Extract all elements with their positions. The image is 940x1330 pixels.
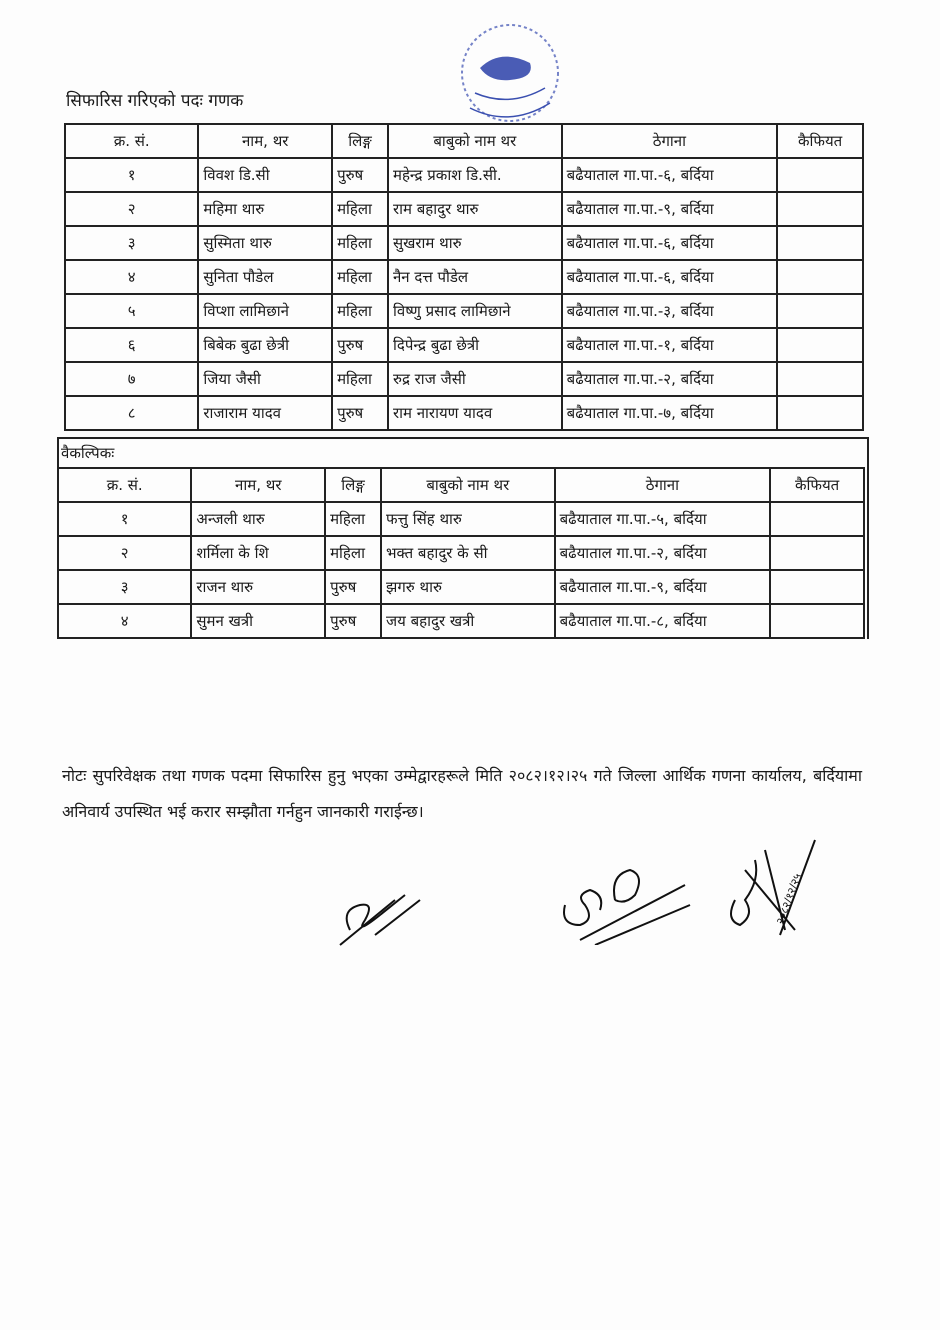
name-cell: सुस्मिता थारु [198, 226, 332, 260]
father-name-cell: राम बहादुर थारु [388, 192, 562, 226]
alternate-candidates-table [57, 467, 865, 639]
col-serial: क्र. सं. [58, 468, 191, 502]
gender-cell: पुरुष [332, 328, 388, 362]
address-cell: बढैयाताल गा.पा.-६, बर्दिया [562, 260, 778, 294]
name-cell: विप्शा लामिछाने [198, 294, 332, 328]
gender-cell: पुरुष [325, 570, 381, 604]
serial-cell: १ [58, 502, 191, 536]
table-header-row [65, 124, 863, 158]
col-remarks: कैफियत [770, 468, 864, 502]
father-name-cell: राम नारायण यादव [388, 396, 562, 430]
address-cell: बढैयाताल गा.पा.-२, बर्दिया [555, 536, 771, 570]
remarks-cell [777, 396, 863, 430]
col-father-name: बाबुको नाम थर [381, 468, 555, 502]
remarks-cell [770, 536, 864, 570]
serial-cell: ६ [65, 328, 198, 362]
name-cell: अन्जली थारु [191, 502, 325, 536]
address-cell: बढैयाताल गा.पा.-७, बर्दिया [562, 396, 778, 430]
address-cell: बढैयाताल गा.पा.-३, बर्दिया [562, 294, 778, 328]
serial-cell: ३ [58, 570, 191, 604]
table-header-row [58, 468, 864, 502]
table-row [65, 396, 863, 430]
note-paragraph: नोटः सुपरिवेक्षक तथा गणक पदमा सिफारिस हुनु भएका उम्मेद्वारहरूले मिति २०८२।१२।२५ गते जिल्ला आर्थिक गणना कार्यालय, बर्दियामा अनिवार्य उपस्थित भई करार सम्झौता गर्नहुन जानकारी गराईन्छ। [62, 766, 862, 821]
name-cell: राजन थारु [191, 570, 325, 604]
father-name-cell: झगरु थारु [381, 570, 555, 604]
serial-cell: ४ [65, 260, 198, 294]
office-seal-stamp [440, 18, 580, 138]
father-name-cell: महेन्द्र प्रकाश डि.सी. [388, 158, 562, 192]
gender-cell: महिला [332, 226, 388, 260]
table-row [65, 192, 863, 226]
name-cell: बिबेक बुढा छेत्री [198, 328, 332, 362]
serial-cell: ७ [65, 362, 198, 396]
address-cell: बढैयाताल गा.पा.-१, बर्दिया [562, 328, 778, 362]
col-address: ठेगाना [562, 124, 778, 158]
table-row [58, 502, 864, 536]
table-row [58, 536, 864, 570]
gender-cell: महिला [325, 502, 381, 536]
father-name-cell: नैन दत्त पौडेल [388, 260, 562, 294]
signature-date: २०८२/१२/२५ [773, 871, 805, 927]
col-father-name: बाबुको नाम थर [388, 124, 562, 158]
table-row [65, 158, 863, 192]
gender-cell: महिला [332, 192, 388, 226]
col-remarks: कैफियत [777, 124, 863, 158]
remarks-cell [777, 260, 863, 294]
remarks-cell [777, 294, 863, 328]
name-cell: शर्मिला के शि [191, 536, 325, 570]
recommended-post-label: सिफारिस गरिएको पदः गणक [66, 91, 244, 111]
name-cell: राजाराम यादव [198, 396, 332, 430]
col-gender: लिङ्ग [325, 468, 381, 502]
table-row [65, 260, 863, 294]
serial-cell: १ [65, 158, 198, 192]
table-row [65, 294, 863, 328]
gender-cell: महिला [325, 536, 381, 570]
gender-cell: पुरुष [332, 158, 388, 192]
signature-3 [725, 830, 825, 940]
gender-cell: पुरुष [332, 396, 388, 430]
table-row [65, 362, 863, 396]
remarks-cell [777, 192, 863, 226]
name-cell: सुनिता पौडेल [198, 260, 332, 294]
serial-cell: ५ [65, 294, 198, 328]
remarks-cell [770, 502, 864, 536]
address-cell: बढैयाताल गा.पा.-९, बर्दिया [555, 570, 771, 604]
alternate-label: वैकल्पिकः [61, 444, 115, 462]
father-name-cell: सुखराम थारु [388, 226, 562, 260]
remarks-cell [777, 328, 863, 362]
serial-cell: २ [65, 192, 198, 226]
gender-cell: महिला [332, 294, 388, 328]
table-row [65, 226, 863, 260]
serial-cell: ३ [65, 226, 198, 260]
table-row [58, 570, 864, 604]
name-cell: विवश डि.सी [198, 158, 332, 192]
table-row [65, 328, 863, 362]
father-name-cell: फत्तु सिंह थारु [381, 502, 555, 536]
remarks-cell [777, 362, 863, 396]
address-cell: बढैयाताल गा.पा.-६, बर्दिया [562, 226, 778, 260]
name-cell: महिमा थारु [198, 192, 332, 226]
name-cell: सुमन खत्री [191, 604, 325, 638]
address-cell: बढैयाताल गा.पा.-६, बर्दिया [562, 158, 778, 192]
father-name-cell: रुद्र राज जैसी [388, 362, 562, 396]
col-address: ठेगाना [555, 468, 771, 502]
name-cell: जिया जैसी [198, 362, 332, 396]
remarks-cell [777, 226, 863, 260]
serial-cell: २ [58, 536, 191, 570]
col-name: नाम, थर [191, 468, 325, 502]
signature-1 [335, 880, 425, 950]
father-name-cell: दिपेन्द्र बुढा छेत्री [388, 328, 562, 362]
address-cell: बढैयाताल गा.पा.-९, बर्दिया [562, 192, 778, 226]
father-name-cell: जय बहादुर खत्री [381, 604, 555, 638]
col-serial: क्र. सं. [65, 124, 198, 158]
father-name-cell: भक्त बहादुर के सी [381, 536, 555, 570]
table-row [58, 604, 864, 638]
recommended-candidates-table [64, 123, 864, 431]
serial-cell: ४ [58, 604, 191, 638]
col-gender: लिङ्ग [332, 124, 388, 158]
alternate-candidates-section [57, 437, 869, 639]
signature-2 [555, 855, 695, 945]
gender-cell: महिला [332, 260, 388, 294]
father-name-cell: विष्णु प्रसाद लामिछाने [388, 294, 562, 328]
gender-cell: पुरुष [325, 604, 381, 638]
address-cell: बढैयाताल गा.पा.-२, बर्दिया [562, 362, 778, 396]
remarks-cell [770, 604, 864, 638]
remarks-cell [777, 158, 863, 192]
address-cell: बढैयाताल गा.पा.-८, बर्दिया [555, 604, 771, 638]
col-name: नाम, थर [198, 124, 332, 158]
serial-cell: ८ [65, 396, 198, 430]
remarks-cell [770, 570, 864, 604]
address-cell: बढैयाताल गा.पा.-५, बर्दिया [555, 502, 771, 536]
gender-cell: महिला [332, 362, 388, 396]
